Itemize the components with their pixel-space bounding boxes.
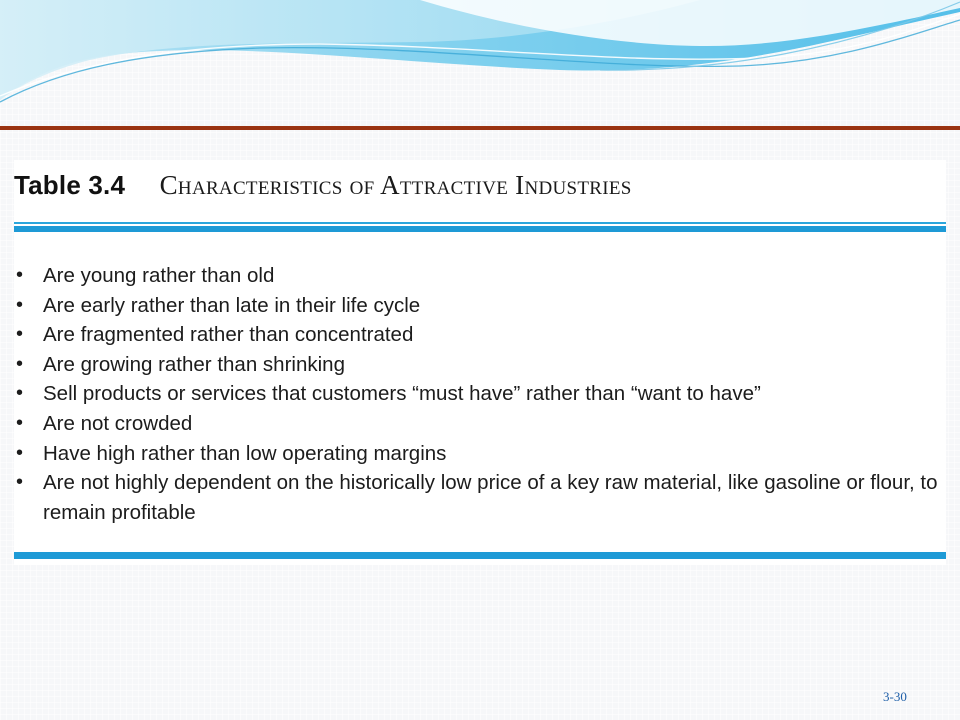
list-item-text: Are early rather than late in their life cycle — [43, 293, 421, 317]
list-item — [14, 379, 946, 409]
list-item — [14, 439, 946, 469]
bullet-icon: • — [16, 264, 24, 286]
characteristics-list — [14, 261, 946, 527]
bullet-icon: • — [16, 441, 24, 464]
list-item — [14, 261, 946, 291]
slide-number: 3-30 — [883, 689, 907, 704]
list-item-text: Are fragmented rather than concentrated — [43, 323, 414, 347]
list-item — [14, 468, 946, 527]
table-top-thick-rule — [14, 226, 946, 232]
list-item-text: Sell products or services that customers “must have” rather than “want to have” — [43, 382, 761, 406]
list-item-text: Are not crowded — [43, 411, 193, 435]
table-number: Table 3.4 — [14, 170, 126, 200]
table-title: Characteristics of Attractive Industries — [159, 170, 632, 200]
bullet-icon: • — [16, 411, 24, 434]
list-item — [14, 350, 946, 380]
list-item — [14, 320, 946, 350]
bullet-icon: • — [16, 293, 24, 316]
bullet-icon: • — [16, 323, 24, 346]
list-item-text: Are growing rather than shrinking — [43, 352, 345, 376]
bullet-icon: • — [16, 352, 24, 375]
list-item-text: Are not highly dependent on the historically low price of a key raw material, like gasoline or flour, to remain profitable — [43, 471, 938, 524]
list-item-text: Have high rather than low operating margins — [43, 441, 447, 465]
table-top-thin-rule — [14, 222, 946, 224]
list-item — [14, 409, 946, 439]
table-bottom-rule — [14, 552, 946, 559]
table-figure — [14, 160, 946, 565]
header-wave-decoration — [0, 0, 960, 120]
list-item-text: Are young rather than old — [43, 264, 275, 287]
bullet-icon: • — [16, 471, 24, 494]
bullet-icon: • — [16, 382, 24, 405]
table-heading — [14, 170, 632, 210]
list-item — [14, 291, 946, 321]
header-rule — [0, 126, 960, 130]
